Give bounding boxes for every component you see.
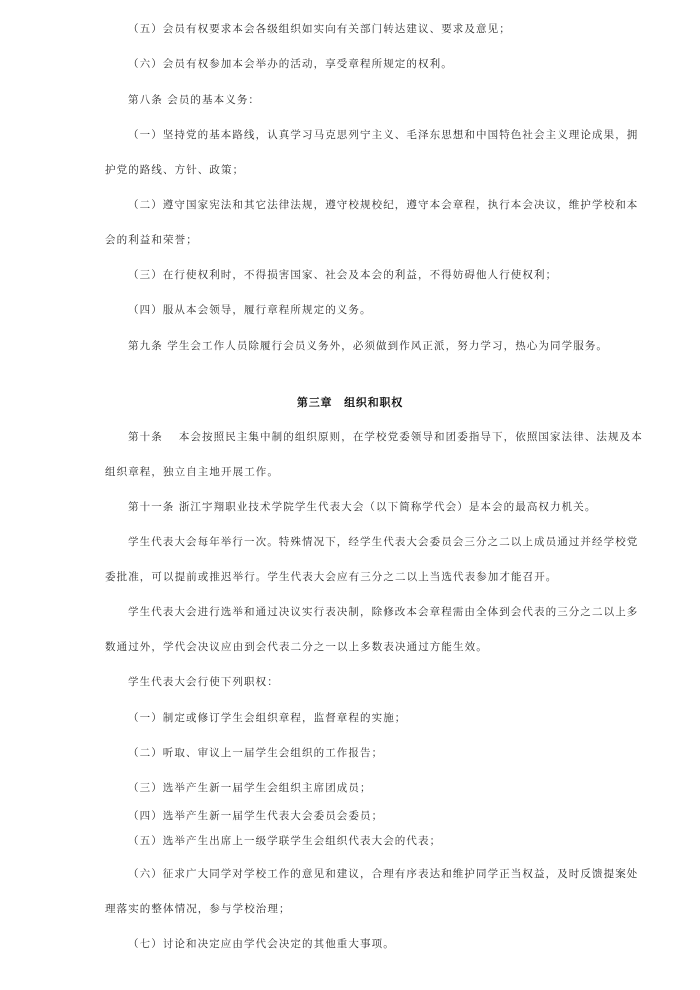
paragraph-line: 委批准，可以提前或推迟举行。学生代表大会应有三分之二以上当选代表参加才能召开。 bbox=[105, 571, 558, 583]
list-item: （五）选举产生出席上一级学联学生会组织代表大会的代表； bbox=[128, 835, 442, 847]
paragraph-line: （三）在行使权利时，不得损害国家、社会及本会的利益，不得妨碍他人行使权利； bbox=[128, 269, 558, 281]
paragraph-line: （一）坚持党的基本路线，认真学习马克思列宁主义、毛泽东思想和中国特色社会主义理论成果，拥 bbox=[128, 129, 639, 141]
paragraph-line: 第九条 学生会工作人员除履行会员义务外，必须做到作风正派，努力学习，热心为同学服务。 bbox=[128, 340, 609, 352]
list-item: （七）讨论和决定应由学代会决定的其他重大事项。 bbox=[128, 938, 395, 950]
article-heading-line: 第八条 会员的基本义务： bbox=[128, 94, 261, 106]
list-item: （四）选举产生新一届学生代表大会委员会委员； bbox=[128, 810, 384, 822]
paragraph-line: 学生代表大会行使下列职权： bbox=[128, 676, 279, 688]
paragraph-line: （二）遵守国家宪法和其它法律法规，遵守校规校纪，遵守本会章程，执行本会决议，维护学校和本 bbox=[128, 199, 639, 211]
paragraph-line: （六）会员有权参加本会举办的活动，享受章程所规定的权利。 bbox=[128, 58, 453, 70]
list-item: （三）选举产生新一届学生会组织主席团成员； bbox=[128, 782, 372, 794]
paragraph-line: 第十一条 浙江宇翔职业技术学院学生代表大会（以下简称学代会）是本会的最高权力机关。 bbox=[128, 501, 597, 513]
paragraph-line: 学生代表大会进行选举和通过决议实行表决制，除修改本会章程需由全体到会代表的三分之二以上多 bbox=[128, 606, 639, 618]
list-item: （六）征求广大同学对学校工作的意见和建议，合理有序表达和维护同学正当权益，及时反馈提案处 bbox=[128, 868, 639, 880]
paragraph-line: 组织章程，独立自主地开展工作。 bbox=[105, 466, 279, 478]
paragraph-line: （五）会员有权要求本会各级组织如实向有关部门转达建议、要求及意见； bbox=[128, 23, 511, 35]
list-item: （一）制定或修订学生会组织章程，监督章程的实施； bbox=[128, 712, 407, 724]
paragraph-line: 学生代表大会每年举行一次。特殊情况下，经学生代表大会委员会三分之二以上成员通过并经学校党 bbox=[128, 536, 639, 548]
paragraph-line: 第十条 本会按照民主集中制的组织原则，在学校党委领导和团委指导下，依照国家法律、法规及本 bbox=[128, 431, 643, 443]
paragraph-line: 会的利益和荣誉； bbox=[105, 234, 198, 246]
list-item: （二）听取、审议上一届学生会组织的工作报告； bbox=[128, 747, 384, 759]
paragraph-line: 护党的路线、方针、政策； bbox=[105, 164, 245, 176]
chapter-title: 第三章 组织和职权 bbox=[296, 396, 404, 409]
paragraph-line: 数通过外，学代会决议应由到会代表二分之一以上多数表决通过方能生效。 bbox=[105, 641, 488, 653]
list-item: 理落实的整体情况，参与学校治理； bbox=[105, 903, 291, 915]
paragraph-line: （四）服从本会领导，履行章程所规定的义务。 bbox=[128, 304, 372, 316]
